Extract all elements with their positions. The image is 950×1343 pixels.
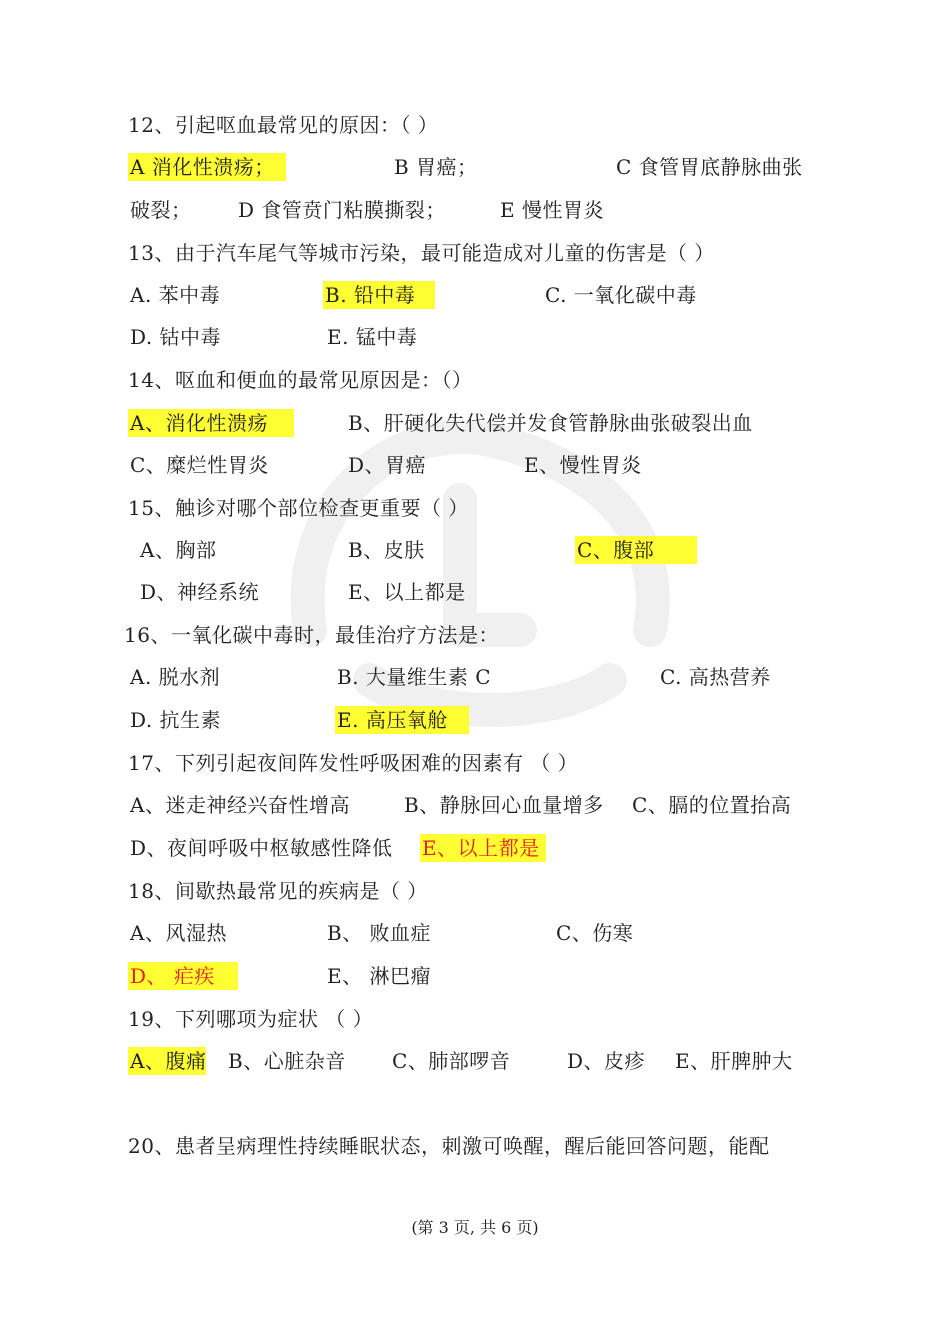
question-15-option-b: B、皮肤 (348, 538, 425, 562)
question-19-option-e: E、肝脾肿大 (675, 1049, 793, 1073)
question-12-stem: 12、引起呕血最常见的原因：（ ） (128, 113, 439, 137)
question-14-option-a: A、消化性溃疡 (128, 409, 294, 437)
question-14-option-d: D、胃癌 (348, 453, 427, 477)
question-17-stem: 17、下列引起夜间阵发性呼吸困难的因素有 （ ） (128, 751, 579, 775)
question-17-option-b: B、静脉回心血量增多 (404, 793, 604, 817)
question-19-option-a: A、腹痛 (130, 1049, 207, 1073)
question-15-stem: 15、触诊对哪个部位检查更重要（ ） (128, 496, 469, 520)
question-17-option-c: C、膈的位置抬高 (632, 793, 792, 817)
question-19-option-b: B、心脏杂音 (228, 1049, 346, 1073)
question-12-option-c: C 食管胃底静脉曲张 (616, 155, 803, 179)
page-footer: (第 3 页, 共 6 页) (411, 1218, 539, 1237)
question-16-option-e: E. 高压氧舱 (335, 706, 469, 734)
question-12-option-d: D 食管贲门粘膜撕裂； (238, 198, 446, 222)
question-15-option-e: E、以上都是 (348, 580, 466, 604)
question-13-option-b: B. 铅中毒 (323, 281, 435, 309)
question-18-option-e: E、 淋巴瘤 (327, 964, 431, 988)
question-14-option-b: B、肝硬化失代偿并发食管静脉曲张破裂出血 (348, 411, 753, 435)
question-13-option-e: E. 锰中毒 (327, 325, 418, 349)
question-13-stem: 13、由于汽车尾气等城市污染，最可能造成对儿童的伤害是（ ） (128, 241, 715, 265)
question-14-option-c: C、糜烂性胃炎 (130, 453, 269, 477)
question-18-option-a: A、风湿热 (130, 921, 227, 945)
question-16-option-a: A. 脱水剂 (130, 665, 221, 689)
question-17-option-a: A、迷走神经兴奋性增高 (130, 793, 350, 817)
question-13-option-a: A. 苯中毒 (130, 283, 221, 307)
question-14-stem: 14、呕血和便血的最常见原因是：（） (128, 368, 473, 392)
question-13-option-d: D. 钴中毒 (130, 325, 222, 349)
question-18-option-d: D、 疟疾 (128, 962, 238, 990)
question-12-option-a: A 消化性溃疡； (128, 153, 286, 181)
question-17-option-e: E、以上都是 (420, 834, 546, 862)
question-15-option-d: D、神经系统 (140, 580, 260, 604)
question-16-option-c: C. 高热营养 (660, 665, 771, 689)
question-12-option-c-continued: 破裂； (130, 198, 192, 222)
question-19-stem: 19、下列哪项为症状 （ ） (128, 1007, 374, 1031)
question-18-stem: 18、间歇热最常见的疾病是（ ） (128, 879, 428, 903)
question-18-option-b: B、 败血症 (327, 921, 432, 945)
question-20-stem: 20、患者呈病理性持续睡眠状态，刺激可唤醒，醒后能回答问题，能配 (128, 1134, 770, 1158)
question-14-option-e: E、慢性胃炎 (524, 453, 642, 477)
question-15-option-c: C、腹部 (575, 536, 697, 564)
question-16-option-d: D. 抗生素 (130, 708, 222, 732)
question-19-option-d: D、皮疹 (567, 1049, 646, 1073)
question-12-option-e: E 慢性胃炎 (500, 198, 604, 222)
question-13-option-c: C. 一氧化碳中毒 (545, 283, 697, 307)
question-19-option-c: C、肺部啰音 (392, 1049, 511, 1073)
question-18-option-c: C、伤寒 (556, 921, 634, 945)
question-17-option-d: D、夜间呼吸中枢敏感性降低 (130, 836, 393, 860)
question-15-option-a: A、胸部 (140, 538, 217, 562)
question-16-option-b: B. 大量维生素 C (337, 665, 492, 689)
question-12-option-b: B 胃癌； (394, 155, 478, 179)
watermark-logo-icon (250, 380, 730, 760)
question-16-stem: 16、一氧化碳中毒时，最佳治疗方法是： (124, 623, 499, 647)
